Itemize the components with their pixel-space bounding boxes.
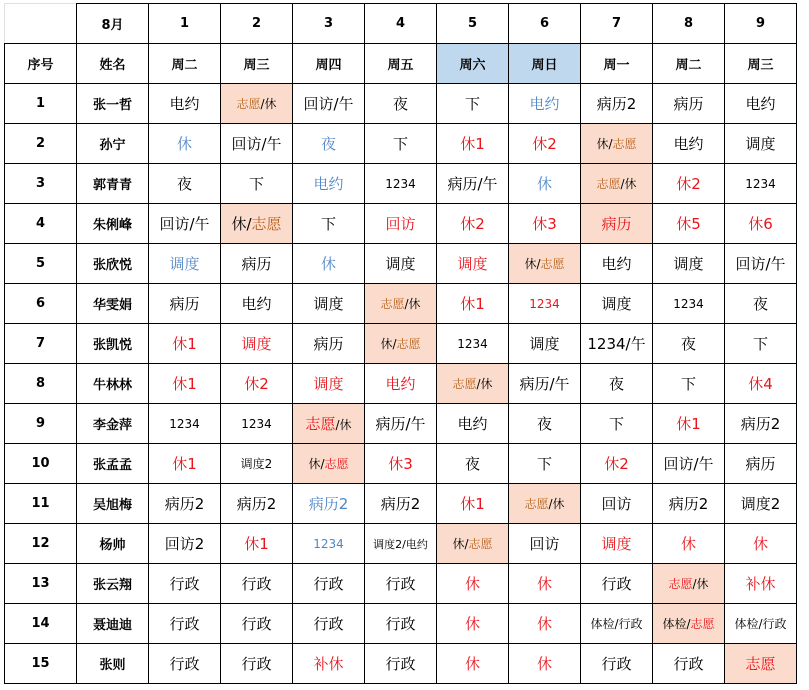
shift-cell[interactable]: 病历2: [581, 84, 653, 124]
table-row: [5, 124, 797, 164]
weekend-header[interactable]: 周日: [509, 44, 581, 84]
shift-part: 志愿: [668, 577, 693, 591]
staff-name[interactable]: 聂迪迪: [77, 604, 149, 644]
shift-part: 休/: [231, 215, 252, 233]
table-row: [5, 84, 797, 124]
shift-part: /休: [620, 177, 637, 191]
shift-cell[interactable]: 调度: [581, 524, 653, 564]
shift-cell[interactable]: [365, 324, 437, 364]
shift-cell[interactable]: 行政: [581, 564, 653, 604]
shift-cell[interactable]: 行政: [221, 564, 293, 604]
staff-name[interactable]: 张欣悦: [77, 244, 149, 284]
shift-cell[interactable]: 行政: [365, 564, 437, 604]
shift-cell[interactable]: 电约: [293, 164, 365, 204]
staff-name[interactable]: 张孟孟: [77, 444, 149, 484]
shift-cell[interactable]: 休2: [509, 124, 581, 164]
shift-cell[interactable]: 休4: [725, 364, 797, 404]
shift-cell[interactable]: 病历2: [365, 484, 437, 524]
shift-cell[interactable]: 病历2: [653, 484, 725, 524]
weekday-header[interactable]: 周三: [725, 44, 797, 84]
shift-cell[interactable]: 行政: [293, 604, 365, 644]
shift-cell[interactable]: 病历: [581, 204, 653, 244]
shift-cell[interactable]: 休1: [221, 524, 293, 564]
shift-cell[interactable]: 行政: [149, 604, 221, 644]
staff-name[interactable]: 张一哲: [77, 84, 149, 124]
staff-name[interactable]: 吴旭梅: [77, 484, 149, 524]
shift-cell[interactable]: 下: [653, 364, 725, 404]
staff-name[interactable]: 张云翔: [77, 564, 149, 604]
table-row: [5, 484, 797, 524]
day-header[interactable]: 8: [653, 4, 725, 44]
row-number[interactable]: 4: [5, 204, 77, 244]
staff-name[interactable]: 李金萍: [77, 404, 149, 444]
shift-cell[interactable]: 调度: [365, 244, 437, 284]
shift-cell[interactable]: [581, 124, 653, 164]
shift-part: /休: [335, 418, 352, 432]
shift-cell[interactable]: 下: [725, 324, 797, 364]
shift-cell[interactable]: 调度: [509, 324, 581, 364]
weekday-header[interactable]: 周二: [653, 44, 725, 84]
shift-cell[interactable]: 病历2: [725, 404, 797, 444]
staff-name[interactable]: 郭青青: [77, 164, 149, 204]
shift-cell[interactable]: 1234: [437, 324, 509, 364]
shift-cell[interactable]: 下: [293, 204, 365, 244]
row-number[interactable]: 13: [5, 564, 77, 604]
shift-cell[interactable]: [437, 524, 509, 564]
shift-cell[interactable]: [293, 444, 365, 484]
table-row: [5, 444, 797, 484]
row-number[interactable]: 10: [5, 444, 77, 484]
shift-cell[interactable]: 休1: [437, 284, 509, 324]
shift-cell[interactable]: 调度: [293, 364, 365, 404]
shift-cell[interactable]: 1234: [221, 404, 293, 444]
month-label: 8月: [77, 4, 149, 44]
shift-cell[interactable]: 调度: [653, 244, 725, 284]
shift-cell[interactable]: 病历2: [149, 484, 221, 524]
shift-cell[interactable]: [437, 364, 509, 404]
shift-part: 志愿: [540, 257, 565, 271]
shift-part: 休/: [596, 137, 613, 151]
weekday-header[interactable]: 周四: [293, 44, 365, 84]
shift-cell[interactable]: 休1: [149, 444, 221, 484]
shift-cell[interactable]: 回访/午: [149, 204, 221, 244]
shift-cell[interactable]: 调度: [293, 284, 365, 324]
shift-cell[interactable]: [365, 284, 437, 324]
shift-cell[interactable]: 休: [293, 244, 365, 284]
shift-cell[interactable]: 体检/行政: [581, 604, 653, 644]
shift-cell[interactable]: 休: [653, 524, 725, 564]
index-column-header[interactable]: 序号: [5, 44, 77, 84]
row-number[interactable]: 7: [5, 324, 77, 364]
row-number[interactable]: 9: [5, 404, 77, 444]
shift-cell[interactable]: 电约: [221, 284, 293, 324]
shift-cell[interactable]: [509, 484, 581, 524]
shift-cell[interactable]: 1234: [725, 164, 797, 204]
shift-part: 志愿: [305, 415, 336, 433]
staff-name[interactable]: 杨帅: [77, 524, 149, 564]
day-header[interactable]: 6: [509, 4, 581, 44]
shift-cell[interactable]: 志愿: [725, 644, 797, 684]
shift-cell[interactable]: 调度: [725, 124, 797, 164]
shift-cell[interactable]: 行政: [149, 564, 221, 604]
shift-cell[interactable]: 行政: [365, 604, 437, 644]
weekend-header[interactable]: 周六: [437, 44, 509, 84]
row-number[interactable]: 3: [5, 164, 77, 204]
shift-cell[interactable]: 电约: [365, 364, 437, 404]
shift-cell[interactable]: 休: [509, 564, 581, 604]
shift-cell[interactable]: 调度2: [725, 484, 797, 524]
shift-cell[interactable]: 1234: [509, 284, 581, 324]
shift-cell[interactable]: 休: [437, 604, 509, 644]
shift-cell[interactable]: 休1: [149, 364, 221, 404]
shift-cell[interactable]: 行政: [581, 644, 653, 684]
table-row: [5, 404, 797, 444]
shift-cell[interactable]: 病历/午: [509, 364, 581, 404]
shift-cell[interactable]: 回访/午: [221, 124, 293, 164]
shift-part: /休: [692, 577, 709, 591]
shift-part: /休: [404, 297, 421, 311]
row-number[interactable]: 1: [5, 84, 77, 124]
shift-part: 志愿: [452, 377, 477, 391]
shift-part: 体检/: [662, 617, 691, 631]
table-row: [5, 204, 797, 244]
row-number[interactable]: 12: [5, 524, 77, 564]
shift-cell[interactable]: 夜: [653, 324, 725, 364]
shift-part: /休: [476, 377, 493, 391]
shift-cell[interactable]: 休: [437, 644, 509, 684]
shift-cell[interactable]: 电约: [149, 84, 221, 124]
shift-cell[interactable]: 行政: [653, 644, 725, 684]
shift-cell[interactable]: [221, 204, 293, 244]
shift-cell[interactable]: 休1: [437, 484, 509, 524]
shift-cell[interactable]: [653, 604, 725, 644]
day-header[interactable]: 9: [725, 4, 797, 44]
shift-part: 志愿: [236, 97, 261, 111]
shift-cell[interactable]: 病历: [221, 244, 293, 284]
shift-cell[interactable]: 休1: [437, 124, 509, 164]
shift-part: 志愿: [524, 497, 549, 511]
shift-cell[interactable]: 夜: [725, 284, 797, 324]
shift-cell[interactable]: 病历: [725, 444, 797, 484]
shift-cell[interactable]: 夜: [509, 404, 581, 444]
table-row: [5, 244, 797, 284]
shift-cell[interactable]: 体检/行政: [725, 604, 797, 644]
row-number[interactable]: 8: [5, 364, 77, 404]
shift-cell[interactable]: 夜: [437, 444, 509, 484]
shift-cell[interactable]: 休1: [653, 404, 725, 444]
shift-cell[interactable]: 行政: [293, 564, 365, 604]
day-header[interactable]: 5: [437, 4, 509, 44]
row-number[interactable]: 14: [5, 604, 77, 644]
shift-cell[interactable]: 电约: [581, 244, 653, 284]
shift-part: 休/: [380, 337, 397, 351]
shift-cell[interactable]: 调度: [221, 324, 293, 364]
shift-part: 志愿: [596, 177, 621, 191]
day-header[interactable]: 7: [581, 4, 653, 44]
shift-cell[interactable]: 病历2: [221, 484, 293, 524]
shift-part: 休/: [308, 457, 325, 471]
shift-cell[interactable]: 电约: [437, 404, 509, 444]
weekday-header[interactable]: 周二: [149, 44, 221, 84]
weekday-header[interactable]: 周三: [221, 44, 293, 84]
shift-cell[interactable]: 下: [221, 164, 293, 204]
shift-cell[interactable]: 回访: [509, 524, 581, 564]
shift-part: 休/: [452, 537, 469, 551]
shift-cell[interactable]: 电约: [653, 124, 725, 164]
day-header[interactable]: 4: [365, 4, 437, 44]
shift-part: 志愿: [324, 457, 349, 471]
shift-cell[interactable]: [293, 404, 365, 444]
table-row: [5, 564, 797, 604]
row-number[interactable]: 2: [5, 124, 77, 164]
shift-cell[interactable]: 病历/午: [365, 404, 437, 444]
shift-cell[interactable]: 1234/午: [581, 324, 653, 364]
shift-cell[interactable]: 休2: [581, 444, 653, 484]
shift-cell[interactable]: 行政: [149, 644, 221, 684]
shift-cell[interactable]: 夜: [581, 364, 653, 404]
schedule-body: [5, 4, 797, 684]
shift-part: 志愿: [396, 337, 421, 351]
shift-cell[interactable]: 休: [509, 164, 581, 204]
row-number[interactable]: 11: [5, 484, 77, 524]
schedule-table: [4, 3, 797, 684]
shift-part: 志愿: [468, 537, 493, 551]
staff-name[interactable]: 华雯娟: [77, 284, 149, 324]
shift-cell[interactable]: 下: [437, 84, 509, 124]
table-row: [5, 324, 797, 364]
shift-cell[interactable]: 调度: [581, 284, 653, 324]
table-row: [5, 644, 797, 684]
staff-name[interactable]: 张则: [77, 644, 149, 684]
shift-cell[interactable]: 休2: [437, 204, 509, 244]
table-row: [5, 164, 797, 204]
shift-cell[interactable]: 下: [365, 124, 437, 164]
shift-cell[interactable]: 休: [725, 524, 797, 564]
table-row: [5, 604, 797, 644]
shift-cell[interactable]: 休: [149, 124, 221, 164]
shift-cell[interactable]: 回访2: [149, 524, 221, 564]
shift-cell[interactable]: 夜: [293, 124, 365, 164]
weekday-header[interactable]: 周五: [365, 44, 437, 84]
shift-cell[interactable]: 补休: [725, 564, 797, 604]
shift-cell[interactable]: 病历: [293, 324, 365, 364]
shift-cell[interactable]: [653, 564, 725, 604]
staff-name[interactable]: 牛林林: [77, 364, 149, 404]
corner-cell: [5, 4, 77, 44]
shift-cell[interactable]: [221, 84, 293, 124]
header-row-weekdays: [5, 44, 797, 84]
shift-cell[interactable]: 夜: [149, 164, 221, 204]
shift-cell[interactable]: 病历2: [293, 484, 365, 524]
shift-cell[interactable]: 休: [509, 644, 581, 684]
shift-cell[interactable]: [581, 164, 653, 204]
shift-cell[interactable]: 1234: [149, 404, 221, 444]
shift-cell[interactable]: 休6: [725, 204, 797, 244]
shift-cell[interactable]: 回访: [581, 484, 653, 524]
row-number[interactable]: 5: [5, 244, 77, 284]
table-row: [5, 364, 797, 404]
shift-cell[interactable]: 行政: [221, 604, 293, 644]
shift-cell[interactable]: 1234: [653, 284, 725, 324]
shift-cell[interactable]: 下: [581, 404, 653, 444]
shift-cell[interactable]: 休3: [365, 444, 437, 484]
shift-cell[interactable]: 调度2/电约: [365, 524, 437, 564]
shift-part: 志愿: [380, 297, 405, 311]
shift-cell[interactable]: 休2: [221, 364, 293, 404]
weekday-header[interactable]: 周一: [581, 44, 653, 84]
shift-part: 志愿: [251, 215, 282, 233]
shift-cell[interactable]: 休3: [509, 204, 581, 244]
shift-cell[interactable]: 1234: [293, 524, 365, 564]
shift-part: 休/: [524, 257, 541, 271]
shift-cell[interactable]: 回访/午: [293, 84, 365, 124]
staff-name[interactable]: 张凯悦: [77, 324, 149, 364]
staff-name[interactable]: 朱俐峰: [77, 204, 149, 244]
shift-cell[interactable]: 病历: [149, 284, 221, 324]
shift-cell[interactable]: 调度2: [221, 444, 293, 484]
day-header[interactable]: 2: [221, 4, 293, 44]
shift-cell[interactable]: 休5: [653, 204, 725, 244]
shift-cell[interactable]: [509, 244, 581, 284]
shift-cell[interactable]: 调度: [437, 244, 509, 284]
row-number[interactable]: 6: [5, 284, 77, 324]
shift-cell[interactable]: 1234: [365, 164, 437, 204]
day-header[interactable]: 1: [149, 4, 221, 44]
row-number[interactable]: 15: [5, 644, 77, 684]
header-row-days: [5, 4, 797, 44]
shift-part: 志愿: [612, 137, 637, 151]
shift-cell[interactable]: 休2: [653, 164, 725, 204]
table-row: [5, 524, 797, 564]
shift-cell[interactable]: 电约: [509, 84, 581, 124]
shift-cell[interactable]: 下: [509, 444, 581, 484]
shift-cell[interactable]: 回访: [365, 204, 437, 244]
shift-cell[interactable]: 补休: [293, 644, 365, 684]
day-header[interactable]: 3: [293, 4, 365, 44]
shift-cell[interactable]: 病历/午: [437, 164, 509, 204]
shift-part: 志愿: [690, 617, 715, 631]
shift-cell[interactable]: 休: [509, 604, 581, 644]
shift-cell[interactable]: 病历: [653, 84, 725, 124]
shift-cell[interactable]: 回访/午: [653, 444, 725, 484]
shift-cell[interactable]: 行政: [221, 644, 293, 684]
shift-cell[interactable]: 回访/午: [725, 244, 797, 284]
staff-name[interactable]: 孙宁: [77, 124, 149, 164]
shift-cell[interactable]: 休: [437, 564, 509, 604]
shift-cell[interactable]: 休1: [149, 324, 221, 364]
shift-cell[interactable]: 电约: [725, 84, 797, 124]
shift-cell[interactable]: 调度: [149, 244, 221, 284]
shift-cell[interactable]: 行政: [365, 644, 437, 684]
shift-part: /休: [260, 97, 277, 111]
shift-part: /休: [548, 497, 565, 511]
table-row: [5, 284, 797, 324]
shift-cell[interactable]: 夜: [365, 84, 437, 124]
name-column-header[interactable]: 姓名: [77, 44, 149, 84]
